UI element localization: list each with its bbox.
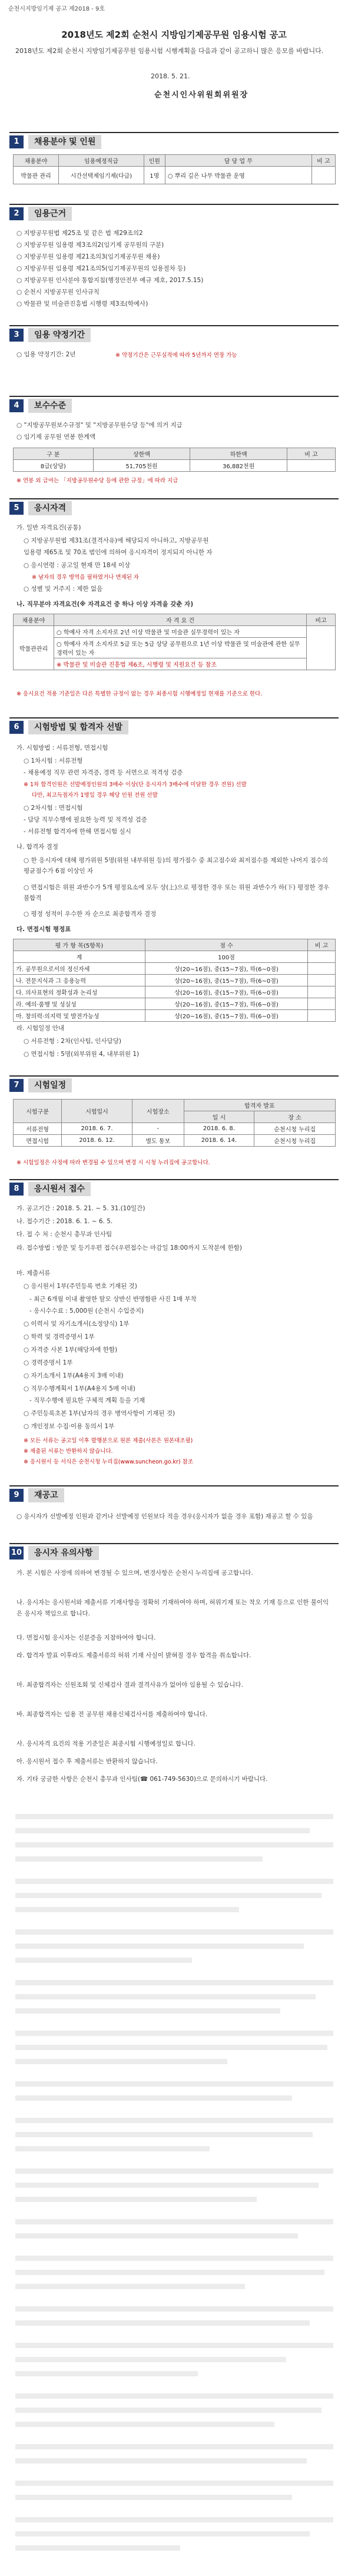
list-item: ○ 자격증 사본 1부(해당자에 한함): [24, 1346, 118, 1353]
list-item: ○ 지방공무원 임용령 제21조의3(임기제공무원 채용): [16, 253, 160, 260]
issuer-name: 순천시인사위원회위원장: [154, 91, 249, 100]
list-item: ○ 응시자가 선발예정 인원과 같거나 선발예정 인원보다 적을 경우(응시자가 없을 경우 포함) 재공고 할 수 있음: [16, 1513, 313, 1520]
note-text: ※ 시험일정은 사정에 따라 변경될 수 있으며 변경 시 시청 누리집에 공고합니다.: [16, 1160, 210, 1166]
section-number: 5: [9, 502, 24, 515]
list-item: ○ 경력증명서 1부: [24, 1359, 73, 1366]
table-cell: [308, 986, 336, 998]
table-header: 상한액: [93, 448, 190, 460]
text-line: [15, 2306, 333, 2312]
list-item: 라. 시험일정 안내: [16, 1025, 65, 1032]
note-text: ※ 응시원서 등 서식은 순천시청 누리집(www.suncheon.go.kr) 참조: [24, 1459, 193, 1465]
table-cell: 2018. 6. 14.: [184, 1135, 254, 1147]
text-line: [15, 2458, 307, 2464]
list-item: 가. 본 시험은 사정에 의하여 변경될 수 있으며, 변경사항은 순천시 누리집에 공고합니다.: [16, 1570, 253, 1577]
section-number: 10: [9, 1547, 24, 1559]
list-item: ○ 면접시험은 위원 과반수가 5개 평정요소에 모두 상(上)으로 평정한 경우 또는 위원 과반수가 하(下) 평정한 경우 불합격: [24, 884, 330, 902]
list-item: ○ 학력 및 경력증명서 1부: [24, 1333, 95, 1340]
table-cell: 상(20~16점), 중(15~7점), 하(6~0점): [145, 975, 308, 986]
table-cell: [308, 998, 336, 1010]
table-header: 합격자 발표: [184, 1100, 335, 1111]
text-line: [15, 2284, 245, 2289]
subheading: 다. 면접시험 평정표: [16, 926, 71, 933]
table-cell: 2018. 6. 7.: [62, 1123, 132, 1135]
list-item: 라. 합격자 발표 이후라도 제출서류의 허위 기재 사실이 밝혀질 경우 합격을 취소합니다.: [16, 1652, 251, 1659]
table-cell: [307, 626, 336, 670]
text-line: [15, 2168, 333, 2174]
note-text: ※ 응시요건 적용 기준일은 다른 특별한 규정이 없는 경우 최종시험 시행예정일 현재를 기준으로 한다.: [16, 691, 263, 697]
table-cell: 순천시청 누리집: [254, 1123, 336, 1135]
table-header: 시험장소: [132, 1100, 184, 1123]
table-cell: [311, 167, 335, 184]
section-header: [9, 717, 339, 736]
table-cell: ○ 학예사 자격 소지자로 5급 또는 5급 상당 공무원으로 1년 이상 박물관 및 미술관에 관한 실무 경력이 있는 자: [54, 638, 307, 658]
note-text: 다만, 최고득점자가 1명일 경우 해당 인원 전원 선발: [32, 792, 158, 799]
section-title: 시험일정: [28, 1078, 72, 1092]
section-number: 4: [9, 399, 24, 412]
section-number: 3: [9, 329, 24, 342]
list-item: ○ 지방공무원 임용령 제21조의5(임기제공무원의 임용절차 등): [16, 265, 186, 272]
text-line: [15, 2270, 324, 2275]
list-item: ○ 지방공무원법 제25조 및 같은 법 제29조의2: [16, 230, 143, 237]
text-line: [15, 2095, 292, 2101]
text-line: [15, 2517, 333, 2522]
text-line: [15, 1943, 304, 1949]
section-header: [9, 1543, 339, 1562]
announcement-number: 순천시지방임기제 공고 제2018 - 9호: [8, 6, 105, 12]
text-line: [15, 2118, 333, 2123]
table-header: 비 고: [308, 939, 336, 951]
text-line: [15, 2197, 257, 2202]
section-title: 임용근거: [28, 207, 72, 221]
table-header: 비고: [307, 614, 336, 626]
list-item: ○ 응시연령 : 공고일 현재 만 18세 이상: [24, 562, 131, 569]
list-item: ○ 한 응시자에 대해 평가위원 5명(위원 내부위원 등)의 평가점수 중 최고점수와 최저점수를 제외한 나머지 점수의 평균점수가 6점 이상인 자: [24, 857, 329, 875]
table-cell: 라. 예의·품행 및 성실성: [14, 998, 145, 1010]
list-item: ○ 지방공무원 인사분야 통합지침(행정안전부 예규 제호, 2017.5.15): [16, 277, 204, 284]
section-title: 재공고: [28, 1488, 64, 1502]
text-line: [15, 2371, 198, 2376]
section-title: 보수수준: [28, 399, 72, 413]
text-line: [15, 1907, 239, 1912]
table-cell: 면접시험: [14, 1135, 62, 1147]
list-item: 라. 접수방법 : 방문 및 등기우편 접수(우편접수는 마감일 18:00까지 도착분에 한함): [16, 1244, 242, 1251]
text-line: [15, 2357, 286, 2362]
text-line: [15, 2393, 333, 2399]
note-text: ※ 약정기간은 근무실적에 따라 5년까지 연장 가능: [115, 352, 237, 359]
table-header: 담 당 업 무: [165, 155, 311, 167]
list-item: ○ 자기소개서 1부(A4용지 3매 이내): [24, 1372, 124, 1379]
text-line: [15, 2545, 180, 2551]
text-line: [15, 2531, 310, 2537]
table-header: 인원: [144, 155, 165, 167]
table-cell: 별도 통보: [132, 1135, 184, 1147]
intro-text: 2018년도 제2회 순천시 지방임기제공무원 임용시험 시행계획을 다음과 같이 공고하니 많은 응모를 바랍니다.: [15, 47, 324, 55]
section-title: 채용분야 및 인원: [28, 135, 101, 149]
table-header: 임용예정직급: [59, 155, 144, 167]
table-cell: [308, 963, 336, 975]
text-line: [15, 2256, 333, 2261]
section-header: [9, 204, 339, 223]
list-item: 바. 최종합격자는 임용 전 공무원 채용신체검사서를 제출하여야 합니다.: [16, 1711, 208, 1718]
table-cell: ※ 박물관 및 미술관 진흥법 제6조, 시행령 및 지원요건 등 참조: [54, 658, 307, 670]
list-item: - 응시수수료 : 5,000원 (순천시 수입증지): [29, 1307, 144, 1315]
list-item: 아. 응시원서 접수 후 제출서류는 반환하지 않습니다.: [16, 1758, 158, 1765]
table-cell: 다. 의사표현의 정확성과 논리성: [14, 986, 145, 998]
table-cell: 상(20~16점), 중(15~7점), 하(6~0점): [145, 963, 308, 975]
text-line: [15, 1814, 333, 1819]
table-cell: [308, 975, 336, 986]
text-line: [15, 1929, 333, 1935]
table-cell: 2018. 6. 8.: [184, 1123, 254, 1135]
table-cell: 100점: [145, 951, 308, 963]
table-cell: 1명: [144, 167, 165, 184]
table-cell: -: [132, 1123, 184, 1135]
table-cell: [308, 951, 336, 963]
list-item: 나. 합격자 결정: [16, 843, 58, 850]
table-cell: 시간선택제임기제(다급): [59, 167, 144, 184]
list-item: 자. 기타 궁금한 사항은 순천시 총무과 인사팀(☎ 061-749-5630)으로 문의하시기 바랍니다.: [16, 1776, 268, 1783]
list-item: 임용령 제65조 및 70조 범인에 의하여 응시자격이 정지되지 아니한 자: [24, 549, 213, 556]
interview-score-table: [13, 939, 336, 1022]
subheading: 나. 직무분야 자격요건(※ 자격요건 중 하나 이상 자격을 갖춘 자): [16, 601, 194, 608]
text-line: [15, 1893, 322, 1898]
table-header: 시험구분: [14, 1100, 62, 1123]
text-line: [15, 2320, 310, 2326]
text-line: [15, 1856, 263, 1862]
exam-schedule-table: [13, 1099, 336, 1147]
table-cell: 순천시청 누리집: [254, 1135, 336, 1147]
table-header: 비 고: [311, 155, 335, 167]
list-item: 가. 공고기간 : 2018. 5. 21. ~ 5. 31.(10일간): [16, 1205, 145, 1212]
text-line: [15, 2481, 333, 2486]
text-line: [15, 1879, 333, 1884]
section-number: 7: [9, 1079, 24, 1092]
note-text: ※ 모든 서류는 공고일 이후 발행분으로 원본 제출(사본은 원본대조필): [24, 1438, 193, 1444]
section-header: [9, 325, 339, 344]
page-title: 2018년도 제2회 순천시 지방임기제공무원 임용시험 공고: [61, 29, 287, 40]
table-cell: 51,705천원: [93, 460, 190, 472]
note-text: ※ 제출된 서류는 반환하지 않습니다.: [24, 1448, 113, 1455]
section-number: 8: [9, 1183, 24, 1196]
note-text: ※ 남자의 경우 병역을 필하였거나 면제된 자: [32, 574, 140, 581]
text-line: [15, 2422, 274, 2427]
table-header: 채용분야: [14, 614, 54, 626]
list-item: ○ 임용 약정기간: 2년: [16, 351, 76, 358]
table-cell: 박물관 관리: [14, 167, 59, 184]
table-cell: 서류전형: [14, 1123, 62, 1135]
list-item: ○ 직무수행계획서 1부(A4용지 5매 이내): [24, 1385, 135, 1392]
section-title: 응시원서 접수: [28, 1182, 91, 1196]
text-line: [15, 2132, 313, 2137]
table-cell: 가. 공무원으로서의 정신자세: [14, 963, 145, 975]
section-header: [9, 396, 339, 415]
list-item: 가. 일반 자격요건(공통): [16, 524, 81, 531]
list-item: ○ 응시원서 1부(주민등록 번호 기재된 것): [24, 1283, 137, 1290]
list-item: ○ 지방공무원법 제31조(결격사유)에 해당되지 아니하고, 지방공무원: [24, 537, 209, 544]
announcement-date: 2018. 5. 21.: [151, 72, 190, 80]
note-text: ※ 연봉 외 급여는 「지방공무원수당 등에 관한 규정」에 따라 지급: [16, 478, 178, 484]
text-line: [15, 1958, 192, 1963]
text-line: [15, 1994, 316, 1999]
list-item: ○ 이력서 및 자기소개서(소정양식) 1부: [24, 1320, 130, 1327]
table-header: 구 분: [14, 448, 94, 460]
section-number: 1: [9, 135, 24, 148]
table-header: 일 시: [184, 1111, 254, 1123]
section-title: 임용 약정기간: [28, 328, 91, 342]
text-line: [15, 2444, 333, 2449]
text-line: [15, 2045, 327, 2050]
list-item: ○ 주민등록초본 1부(남자의 경우 병역사항이 기재된 것): [24, 1410, 175, 1417]
qualification-table: [13, 614, 336, 670]
text-line: [15, 2343, 333, 2348]
text-line: [15, 2495, 292, 2500]
list-item: ○ 순천시 지방공무원 인사규칙: [16, 289, 100, 296]
table-cell: [308, 1010, 336, 1022]
list-item: ○ 임기제 공무원 연봉 한계액: [16, 433, 96, 441]
list-item: ○ 박물관 및 미술관진흥법 시행령 제3조(학예사): [16, 300, 148, 307]
text-line: [15, 2233, 298, 2239]
table-header: 장 소: [254, 1111, 336, 1123]
list-item: ○ 지방공무원 임용령 제3조의2(임기제 공무원의 구분): [16, 241, 164, 249]
text-line: [15, 2146, 210, 2151]
text-line: [15, 2008, 280, 2014]
list-item: ○ 1차시험 : 서류전형: [24, 757, 83, 764]
list-item: 마. 제출서류: [16, 1270, 51, 1277]
list-item: ○ 2차시험 : 면접시험: [24, 804, 83, 812]
note-text: ※ 1차 합격인원은 선발예정인원의 3배수 이상(단 응시자가 3배수에 미달한 경우 전원) 선발: [24, 782, 247, 788]
section-header: [9, 132, 339, 151]
recruitment-table: [13, 154, 336, 184]
text-line: [15, 2219, 333, 2224]
table-cell: ○ 학예사 자격 소지자로 2년 이상 박물관 및 미술관 실무경력이 있는 자: [54, 626, 307, 638]
section-number: 6: [9, 721, 24, 734]
list-item: - 서류전형 합격자에 한해 면접시험 실시: [24, 828, 131, 835]
table-cell: ○ 뿌리 깊은 나무 박물관 운영: [165, 167, 311, 184]
list-item: 가. 시험방법 : 서류전형, 면접시험: [16, 744, 108, 751]
table-cell: 36,882천원: [190, 460, 287, 472]
table-cell: 상(20~16점), 중(15~7점), 하(6~0점): [145, 986, 308, 998]
section-title: 응시자격: [28, 501, 72, 515]
table-header: 점 수: [145, 939, 308, 951]
table-header: 자 격 요 건: [54, 614, 307, 626]
list-item: 마. 최종합격자는 신원조회 및 신체검사 결과 결격사유가 없어야 임용될 수 있습니다.: [16, 1681, 243, 1688]
text-line: [15, 2059, 227, 2064]
text-line: [15, 2183, 319, 2188]
table-header: 평 가 항 목(5항목): [14, 939, 145, 951]
list-item: - 최근 6개월 이내 촬영한 탈모 상반신 반명함판 사진 1매 부착: [29, 1296, 197, 1303]
list-item: 나. 접수기간 : 2018. 6. 1. ~ 6. 5.: [16, 1218, 113, 1225]
salary-table: [13, 448, 336, 472]
section-header: [9, 1179, 339, 1198]
section-title: 응시자 유의사항: [28, 1546, 99, 1560]
section-header: [9, 498, 339, 517]
table-cell: 계: [14, 951, 145, 963]
list-item: ○ 면접시험 : 5명(외부위원 4, 내부위원 1): [24, 1051, 140, 1058]
table-header: 채용분야: [14, 155, 59, 167]
list-item: ○ 개인정보 수집·이용 동의서 1부: [24, 1423, 115, 1430]
list-item: 나. 응시자는 응시원서와 제출서류 기재사항을 정확히 기재하여야 하며, 허위기재 또는 착오 기재 등으로 인한 불이익은 응시자 책임으로 합니다.: [16, 1599, 329, 1617]
text-line: [15, 1842, 333, 1847]
text-line: [15, 2081, 333, 2087]
table-header: 하한액: [190, 448, 287, 460]
text-line: [15, 2031, 333, 2036]
list-item: - 담당 직무수행에 필요한 능력 및 적격성 검증: [24, 816, 147, 823]
table-header: 시험일시: [62, 1100, 132, 1123]
list-item: - 채용예정 직무 관련 자격증, 경력 등 서면으로 적격성 검증: [24, 769, 183, 776]
list-item: 사. 응시자격 요건의 적용 기준일은 최종시험 시행예정일로 합니다.: [16, 1740, 195, 1747]
text-line: [15, 2408, 322, 2413]
text-line: [15, 1828, 310, 1833]
table-header: 비 고: [287, 448, 336, 460]
table-cell: 8급(상당): [14, 460, 94, 472]
list-item: 다. 면접시험 응시자는 신분증을 지참하여야 합니다.: [16, 1634, 156, 1641]
table-cell: 2018. 6. 12.: [62, 1135, 132, 1147]
list-item: ○ "지방공무원보수규정" 및 "지방공무원수당 등"에 의거 지급: [16, 422, 183, 429]
section-number: 2: [9, 207, 24, 220]
list-item: ○ 평정 성적이 우수한 자 순으로 최종합격자 결정: [24, 910, 157, 918]
section-title: 시험방법 및 합격자 선발: [28, 720, 128, 734]
section-header: [9, 1075, 339, 1094]
table-cell: 상(20~16점), 중(15~7점), 하(6~0점): [145, 998, 308, 1010]
table-cell: 마. 창의력·의지력 및 발전가능성: [14, 1010, 145, 1022]
table-cell: [287, 460, 336, 472]
table-cell: 박물관관리: [14, 626, 54, 670]
table-cell: 상(20~16점), 중(15~7점), 하(6~0점): [145, 1010, 308, 1022]
section-header: [9, 1485, 339, 1504]
list-item: - 직무수행에 필요한 구체적 계획 등을 기재: [29, 1397, 145, 1404]
section-number: 9: [9, 1489, 24, 1502]
list-item: ○ 서류전형 : 2차(인사팀, 인사담당): [24, 1038, 121, 1045]
text-line: [15, 1980, 333, 1985]
list-item: 다. 접 수 처 : 순천시 총무과 인사팀: [16, 1231, 112, 1238]
table-cell: 나. 전문지식과 그 응용능력: [14, 975, 145, 986]
list-item: ○ 성별 및 거주지 : 제한 없음: [24, 585, 103, 592]
